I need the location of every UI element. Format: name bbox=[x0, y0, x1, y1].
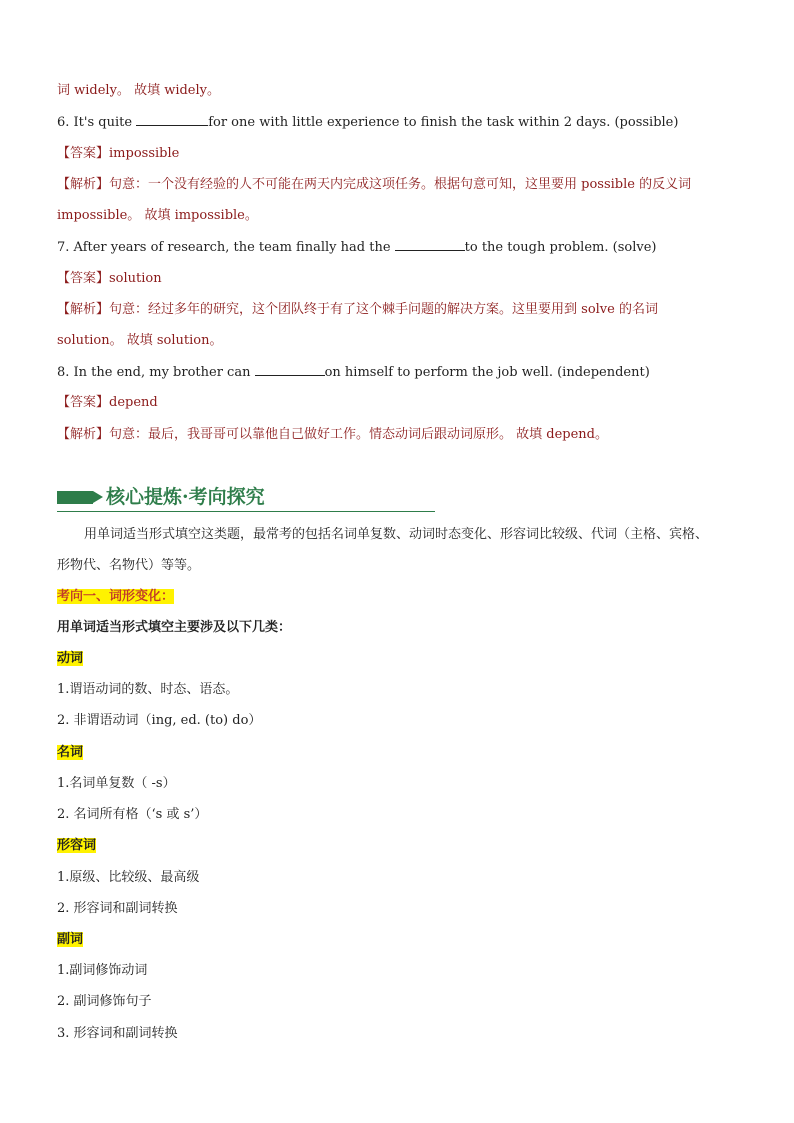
section-divider bbox=[57, 511, 435, 512]
intro-paragraph-line2: 形物代、名物代）等等。 bbox=[57, 558, 201, 573]
answer-value: depend bbox=[109, 395, 158, 410]
question-7-after: to the tough problem. (solve) bbox=[464, 240, 657, 255]
list-item: 1.副词修饰动词 bbox=[57, 963, 148, 978]
question-8-blank bbox=[255, 363, 325, 376]
question-8-after: on himself to perform the job well. (independent) bbox=[324, 365, 650, 380]
list-item: 1.原级、比较级、最高级 bbox=[57, 870, 200, 885]
analysis-text: 句意：经过多年的研究，这个团队终于有了这个棘手问题的解决方案。这里要用到 solve 的名词 bbox=[109, 302, 658, 317]
section-bar-icon bbox=[57, 491, 93, 504]
question-6-after: for one with little experience to finish the task within 2 days. (possible) bbox=[208, 115, 679, 130]
list-item: 3. 形容词和副词转换 bbox=[57, 1026, 178, 1041]
lead-text: 用单词适当形式填空主要涉及以下几类： bbox=[57, 620, 292, 635]
question-7 bbox=[57, 238, 656, 257]
question-6-analysis-cont: impossible。 故填 impossible。 bbox=[57, 208, 258, 223]
analysis-tag: 【解析】 bbox=[57, 302, 110, 317]
direction-title: 考向一、词形变化： bbox=[57, 589, 175, 604]
question-8-before: 8. In the end, my brother can bbox=[57, 365, 255, 380]
question-7-answer bbox=[57, 270, 162, 288]
list-item: 2. 形容词和副词转换 bbox=[57, 901, 178, 916]
section-header bbox=[57, 484, 435, 514]
category-noun: 名词 bbox=[57, 745, 84, 760]
section-arrow-icon bbox=[93, 491, 103, 503]
analysis-tag: 【解析】 bbox=[57, 427, 110, 442]
prev-analysis-end: 词 widely。 故填 widely。 bbox=[57, 83, 221, 98]
question-6 bbox=[57, 113, 678, 132]
analysis-text: 句意：最后，我哥哥可以靠他自己做好工作。情态动词后跟动词原形。 故填 depend。 bbox=[109, 427, 609, 442]
question-6-analysis bbox=[57, 176, 691, 194]
question-8 bbox=[57, 363, 650, 382]
list-item: 1.名词单复数（ -s） bbox=[57, 776, 176, 791]
answer-tag: 【答案】 bbox=[57, 395, 110, 410]
list-item: 1.谓语动词的数、时态、语态。 bbox=[57, 682, 239, 697]
answer-value: impossible bbox=[109, 146, 180, 161]
analysis-tag: 【解析】 bbox=[57, 177, 110, 192]
intro-paragraph-line1: 用单词适当形式填空这类题，最常考的包括名词单复数、动词时态变化、形容词比较级、代词（主格、宾格、 bbox=[84, 527, 709, 542]
question-6-before: 6. It's quite bbox=[57, 115, 137, 130]
list-item: 2. 名词所有格（‘s 或 s’） bbox=[57, 807, 208, 822]
question-7-analysis bbox=[57, 301, 658, 319]
answer-tag: 【答案】 bbox=[57, 271, 110, 286]
category-adjective: 形容词 bbox=[57, 838, 97, 853]
question-8-answer bbox=[57, 394, 158, 412]
section-title: 核心提炼·考向探究 bbox=[106, 486, 265, 508]
list-item: 2. 副词修饰句子 bbox=[57, 994, 152, 1009]
question-8-analysis bbox=[57, 426, 608, 444]
question-6-answer bbox=[57, 145, 179, 163]
answer-tag: 【答案】 bbox=[57, 146, 110, 161]
question-6-blank bbox=[136, 113, 208, 126]
analysis-text: 句意：一个没有经验的人不可能在两天内完成这项任务。根据句意可知，这里要用 possible 的反义词 bbox=[109, 177, 692, 192]
category-verb: 动词 bbox=[57, 651, 84, 666]
category-adverb: 副词 bbox=[57, 932, 84, 947]
question-7-blank bbox=[395, 238, 465, 251]
list-item: 2. 非谓语动词（ing, ed. (to) do） bbox=[57, 713, 262, 728]
question-7-before: 7. After years of research, the team finally had the bbox=[57, 240, 395, 255]
question-7-analysis-cont: solution。 故填 solution。 bbox=[57, 333, 223, 348]
answer-value: solution bbox=[109, 271, 162, 286]
